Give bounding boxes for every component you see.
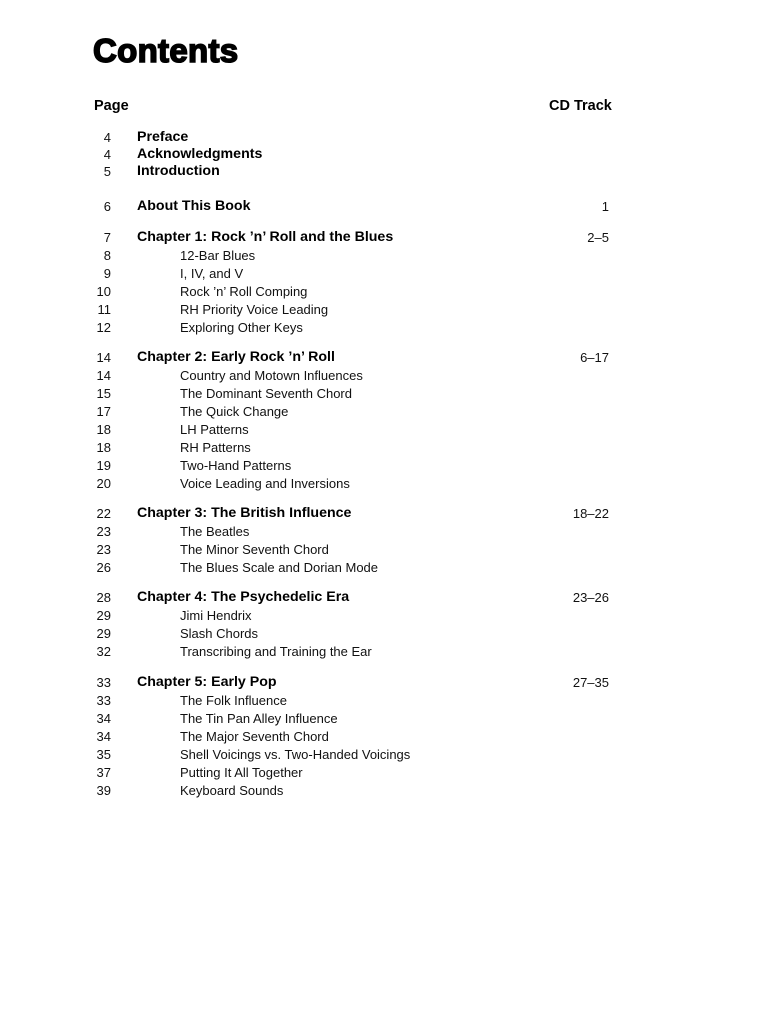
toc-page-number: 18 — [96, 440, 111, 455]
toc-page-number: 8 — [103, 248, 111, 263]
toc-cd-track: 27–35 — [572, 675, 609, 690]
toc-page-number: 11 — [97, 302, 111, 317]
toc-page-number: 15 — [96, 386, 111, 401]
toc-entry-sub — [0, 781, 768, 799]
toc-cd-track: 1 — [601, 199, 609, 214]
toc-page-number: 29 — [96, 626, 111, 641]
toc-page-number: 18 — [96, 422, 111, 437]
toc-entry-title: Jimi Hendrix — [180, 608, 252, 623]
toc-entry-sub — [0, 264, 768, 282]
toc-entry-title: Chapter 1: Rock ’n’ Roll and the Blues — [137, 229, 394, 245]
toc-entry-title: RH Patterns — [180, 440, 251, 455]
toc-entry-title: The Blues Scale and Dorian Mode — [180, 560, 379, 575]
toc-page-number: 32 — [96, 644, 111, 659]
toc-entry-title: The Quick Change — [180, 404, 289, 419]
toc-page-number: 6 — [103, 199, 111, 214]
toc-page-number: 10 — [96, 284, 111, 299]
toc-entry-main — [0, 145, 768, 163]
toc-page-number: 34 — [96, 729, 111, 744]
toc-entry-sub — [0, 402, 768, 420]
toc-entry-title: The Folk Influence — [180, 693, 287, 708]
toc-entry-sub — [0, 420, 768, 438]
page-column-header: Page — [94, 98, 129, 114]
toc-page-number: 29 — [96, 608, 111, 623]
toc-cd-track: 2–5 — [587, 230, 609, 245]
toc-entry-sub — [0, 606, 768, 624]
toc-entry-main — [0, 348, 768, 366]
toc-entry-title: Keyboard Sounds — [180, 783, 284, 798]
toc-cd-track: 18–22 — [572, 506, 609, 521]
toc-entry-title: Chapter 5: Early Pop — [137, 674, 277, 690]
toc-page-number: 17 — [96, 404, 111, 419]
toc-page-number: 4 — [103, 130, 111, 145]
toc-entry-main — [0, 588, 768, 606]
toc-entry-title: Acknowledgments — [137, 146, 263, 162]
toc-entry-title: Two-Hand Patterns — [180, 458, 292, 473]
toc-entry-title: Introduction — [137, 163, 220, 179]
toc-entry-sub — [0, 474, 768, 492]
cd-track-column-header: CD Track — [549, 98, 612, 114]
toc-entry-main — [0, 673, 768, 691]
toc-entry-title: Transcribing and Training the Ear — [180, 644, 372, 659]
toc-entry-title: Putting It All Together — [180, 765, 303, 780]
toc-entry-title: RH Priority Voice Leading — [180, 302, 329, 317]
toc-entry-title: The Major Seventh Chord — [180, 729, 329, 744]
toc-entry-title: LH Patterns — [180, 422, 249, 437]
toc-entry-title: Slash Chords — [180, 626, 259, 641]
toc-entry-title: The Tin Pan Alley Influence — [180, 711, 338, 726]
toc-entry-sub — [0, 745, 768, 763]
toc-entry-sub — [0, 709, 768, 727]
toc-entry-title: The Minor Seventh Chord — [180, 542, 329, 557]
toc-page-number: 20 — [96, 476, 111, 491]
toc-entry-sub — [0, 624, 768, 642]
toc-entry-sub — [0, 456, 768, 474]
toc-entry-sub — [0, 763, 768, 781]
toc-entry-main — [0, 228, 768, 246]
toc-page-number: 33 — [96, 675, 111, 690]
toc-page-number: 23 — [96, 542, 111, 557]
page-title: Contents — [93, 32, 239, 69]
toc-entry-title: Preface — [137, 129, 189, 145]
toc-page-number: 23 — [96, 524, 111, 539]
toc-entry-sub — [0, 558, 768, 576]
toc-entry-main — [0, 504, 768, 522]
toc-cd-track: 23–26 — [572, 590, 609, 605]
toc-page-number: 4 — [103, 147, 111, 162]
toc-page-number: 34 — [96, 711, 111, 726]
toc-page-number: 14 — [96, 350, 111, 365]
toc-entry-sub — [0, 246, 768, 264]
toc-entry-sub — [0, 727, 768, 745]
toc-entry-sub — [0, 642, 768, 660]
toc-page-number: 19 — [96, 458, 111, 473]
toc-page-number: 9 — [103, 266, 111, 281]
toc-page-number: 7 — [103, 230, 111, 245]
toc-page-number: 12 — [96, 320, 111, 335]
toc-entry-title: Voice Leading and Inversions — [180, 476, 350, 491]
toc-entry-title: Country and Motown Influences — [180, 368, 363, 383]
toc-page-number: 28 — [96, 590, 111, 605]
toc-page-number: 33 — [96, 693, 111, 708]
toc-entry-sub — [0, 318, 768, 336]
toc-entry-sub — [0, 691, 768, 709]
toc-page-number: 14 — [96, 368, 111, 383]
toc-entry-title: Shell Voicings vs. Two-Handed Voicings — [180, 747, 411, 762]
toc-entry-title: Exploring Other Keys — [180, 320, 303, 335]
toc-entry-sub — [0, 366, 768, 384]
toc-page-number: 35 — [96, 747, 111, 762]
toc-entry-title: I, IV, and V — [180, 266, 244, 281]
toc-entry-sub — [0, 282, 768, 300]
toc-entry-title: Chapter 2: Early Rock ’n’ Roll — [137, 349, 335, 365]
toc-entry-sub — [0, 540, 768, 558]
toc-entry-main — [0, 162, 768, 180]
toc-page-number: 37 — [96, 765, 111, 780]
toc-page-number: 26 — [96, 560, 111, 575]
toc-cd-track: 6–17 — [580, 350, 609, 365]
toc-entry-sub — [0, 300, 768, 318]
toc-entry-title: Chapter 4: The Psychedelic Era — [137, 589, 350, 605]
toc-entry-sub — [0, 438, 768, 456]
toc-entry-main — [0, 128, 768, 146]
toc-entry-title: Rock ’n’ Roll Comping — [180, 284, 308, 299]
toc-entry-sub — [0, 522, 768, 540]
toc-page-number: 22 — [96, 506, 111, 521]
toc-entry-title: The Beatles — [180, 524, 250, 539]
toc-entry-title: 12-Bar Blues — [180, 248, 256, 263]
toc-entry-title: Chapter 3: The British Influence — [137, 505, 352, 521]
toc-page-number: 39 — [96, 783, 111, 798]
toc-entry-main — [0, 197, 768, 215]
toc-entry-sub — [0, 384, 768, 402]
toc-page-number: 5 — [103, 164, 111, 179]
toc-entry-title: The Dominant Seventh Chord — [180, 386, 352, 401]
toc-entry-title: About This Book — [137, 198, 251, 214]
